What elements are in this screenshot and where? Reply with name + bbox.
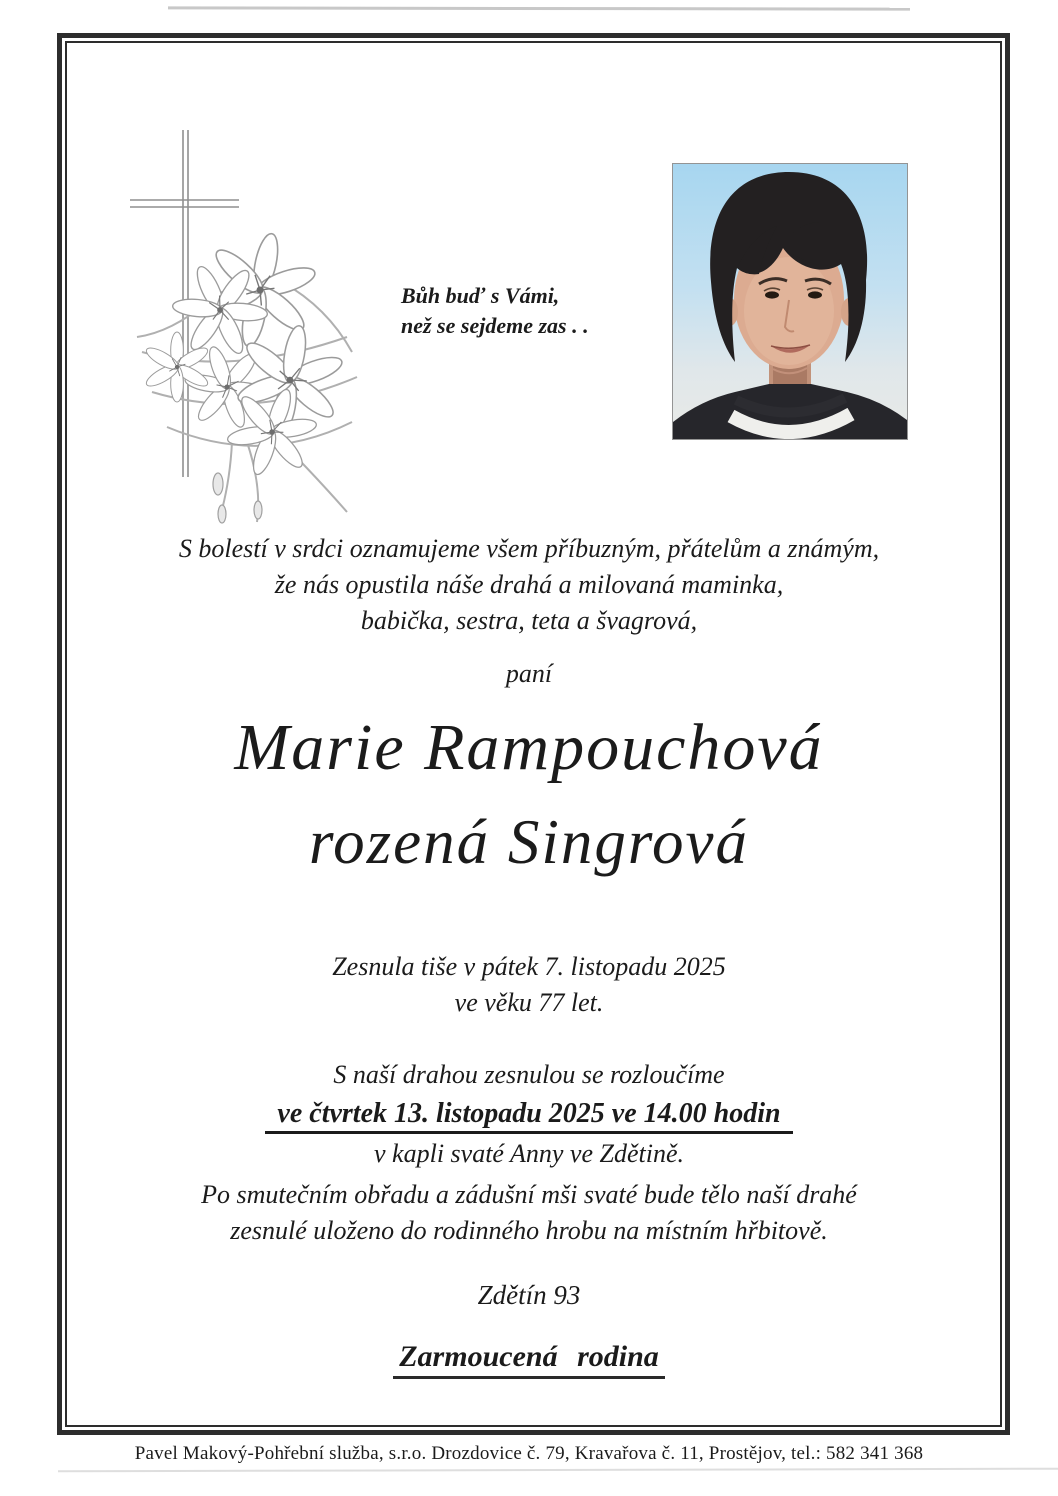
announcement-line1: S bolestí v srdci oznamujeme všem příbuzným, přátelům a známým, xyxy=(178,534,880,563)
scan-artifact-line-bottom xyxy=(58,1468,1058,1473)
scan-artifact-line-top xyxy=(168,6,910,10)
quote-line2: než se sejdeme zas . . xyxy=(401,313,589,338)
religious-quote xyxy=(401,281,681,341)
deceased-portrait-photo xyxy=(672,163,908,440)
death-info xyxy=(0,949,1058,1021)
cross-and-lilies-decoration xyxy=(112,122,397,527)
announcement-paragraph xyxy=(0,531,1058,639)
death-age-line: ve věku 77 let. xyxy=(454,988,604,1017)
deceased-name: Marie Rampouchová xyxy=(234,711,824,784)
burial-line1: Po smutečním obřadu a zádušní mši svaté bude tělo naší drahé xyxy=(201,1180,857,1209)
ceremony-place-line: v kapli svaté Anny ve Zdětině. xyxy=(374,1139,684,1168)
family-address: Zdětín 93 xyxy=(477,1280,581,1310)
farewell-info xyxy=(0,1055,1058,1173)
burial-line2: zesnulé uloženo do rodinného hrobu na místním hřbitově. xyxy=(230,1216,828,1245)
deceased-maiden-name: rozená Singrová xyxy=(308,807,750,877)
portrait-icon xyxy=(673,164,907,439)
lily-bouquet-icon xyxy=(112,122,397,527)
death-date-line: Zesnula tiše v pátek 7. listopadu 2025 xyxy=(332,952,726,981)
ceremony-date-line: ve čtvrtek 13. listopadu 2025 ve 14.00 hodin xyxy=(265,1097,792,1134)
signature-wrap xyxy=(0,1340,1058,1379)
quote-line1: Bůh buď s Vámi, xyxy=(401,283,560,308)
announcement-line3: babička, sestra, teta a švagrová, xyxy=(360,606,698,635)
burial-info xyxy=(0,1177,1058,1249)
announcement-line2: že nás opustila náše drahá a milovaná maminka, xyxy=(274,570,784,599)
honorific: paní xyxy=(505,659,553,688)
farewell-line1: S naší drahou zesnulou se rozloučíme xyxy=(333,1060,725,1089)
funeral-service-footer: Pavel Makový-Pohřební služba, s.r.o. Drozdovice č. 79, Kravařova č. 11, Prostějov, tel.: 582 341 368 xyxy=(134,1443,924,1464)
grieving-family-signature: Zarmoucená rodina xyxy=(393,1340,665,1379)
